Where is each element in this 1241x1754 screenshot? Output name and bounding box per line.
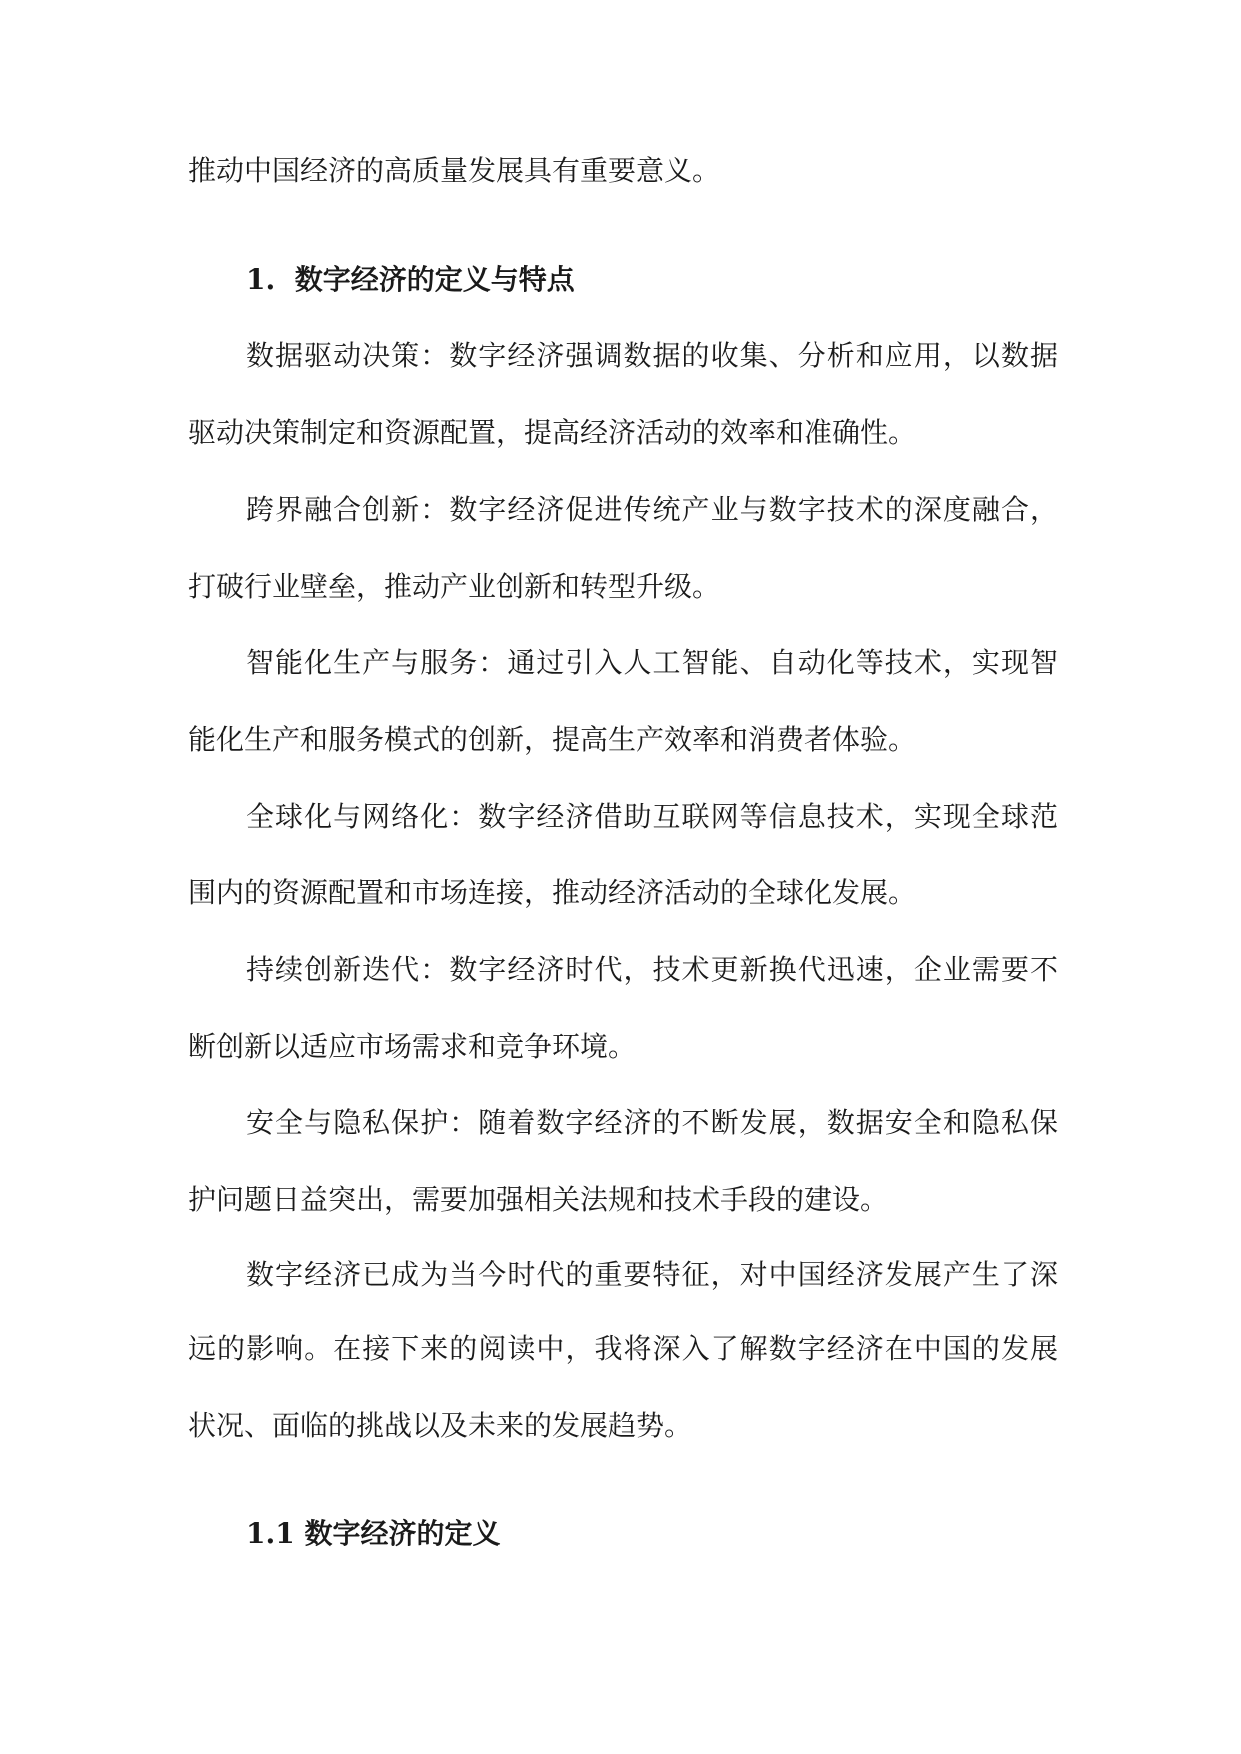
- feature-intelligent-line-1: 智能化生产与服务：通过引入人工智能、自动化等技术，实现智: [246, 646, 1058, 679]
- summary-line-1: 数字经济已成为当今时代的重要特征，对中国经济发展产生了深: [246, 1258, 1058, 1291]
- feature-globalization-line-1: 全球化与网络化：数字经济借助互联网等信息技术，实现全球范: [246, 800, 1058, 833]
- feature-globalization-line-2: 围内的资源配置和市场连接，推动经济活动的全球化发展。: [188, 876, 917, 909]
- summary-line-3: 状况、面临的挑战以及未来的发展趋势。: [188, 1409, 693, 1442]
- feature-iteration-line-1: 持续创新迭代：数字经济时代，技术更新换代迅速，企业需要不: [246, 953, 1058, 986]
- summary-line-2: 远的影响。在接下来的阅读中，我将深入了解数字经济在中国的发展: [188, 1332, 1058, 1365]
- subsection-heading: 1.1 数字经济的定义: [246, 1517, 501, 1550]
- feature-cross-border-line-1: 跨界融合创新：数字经济促进传统产业与数字技术的深度融合，: [246, 493, 1058, 526]
- feature-data-driven-line-2: 驱动决策制定和资源配置，提高经济活动的效率和准确性。: [188, 416, 917, 449]
- paragraph-continuation-line: 推动中国经济的高质量发展具有重要意义。: [188, 154, 721, 187]
- feature-data-driven-line-1: 数据驱动决策：数字经济强调数据的收集、分析和应用，以数据: [246, 339, 1058, 372]
- feature-security-line-2: 护问题日益突出，需要加强相关法规和技术手段的建设。: [188, 1183, 889, 1216]
- feature-intelligent-line-2: 能化生产和服务模式的创新，提高生产效率和消费者体验。: [188, 723, 917, 756]
- feature-security-line-1: 安全与隐私保护：随着数字经济的不断发展，数据安全和隐私保: [246, 1106, 1058, 1139]
- section-heading: 1. 数字经济的定义与特点: [246, 263, 575, 296]
- feature-iteration-line-2: 断创新以适应市场需求和竞争环境。: [188, 1030, 637, 1063]
- feature-cross-border-line-2: 打破行业壁垒，推动产业创新和转型升级。: [188, 570, 721, 603]
